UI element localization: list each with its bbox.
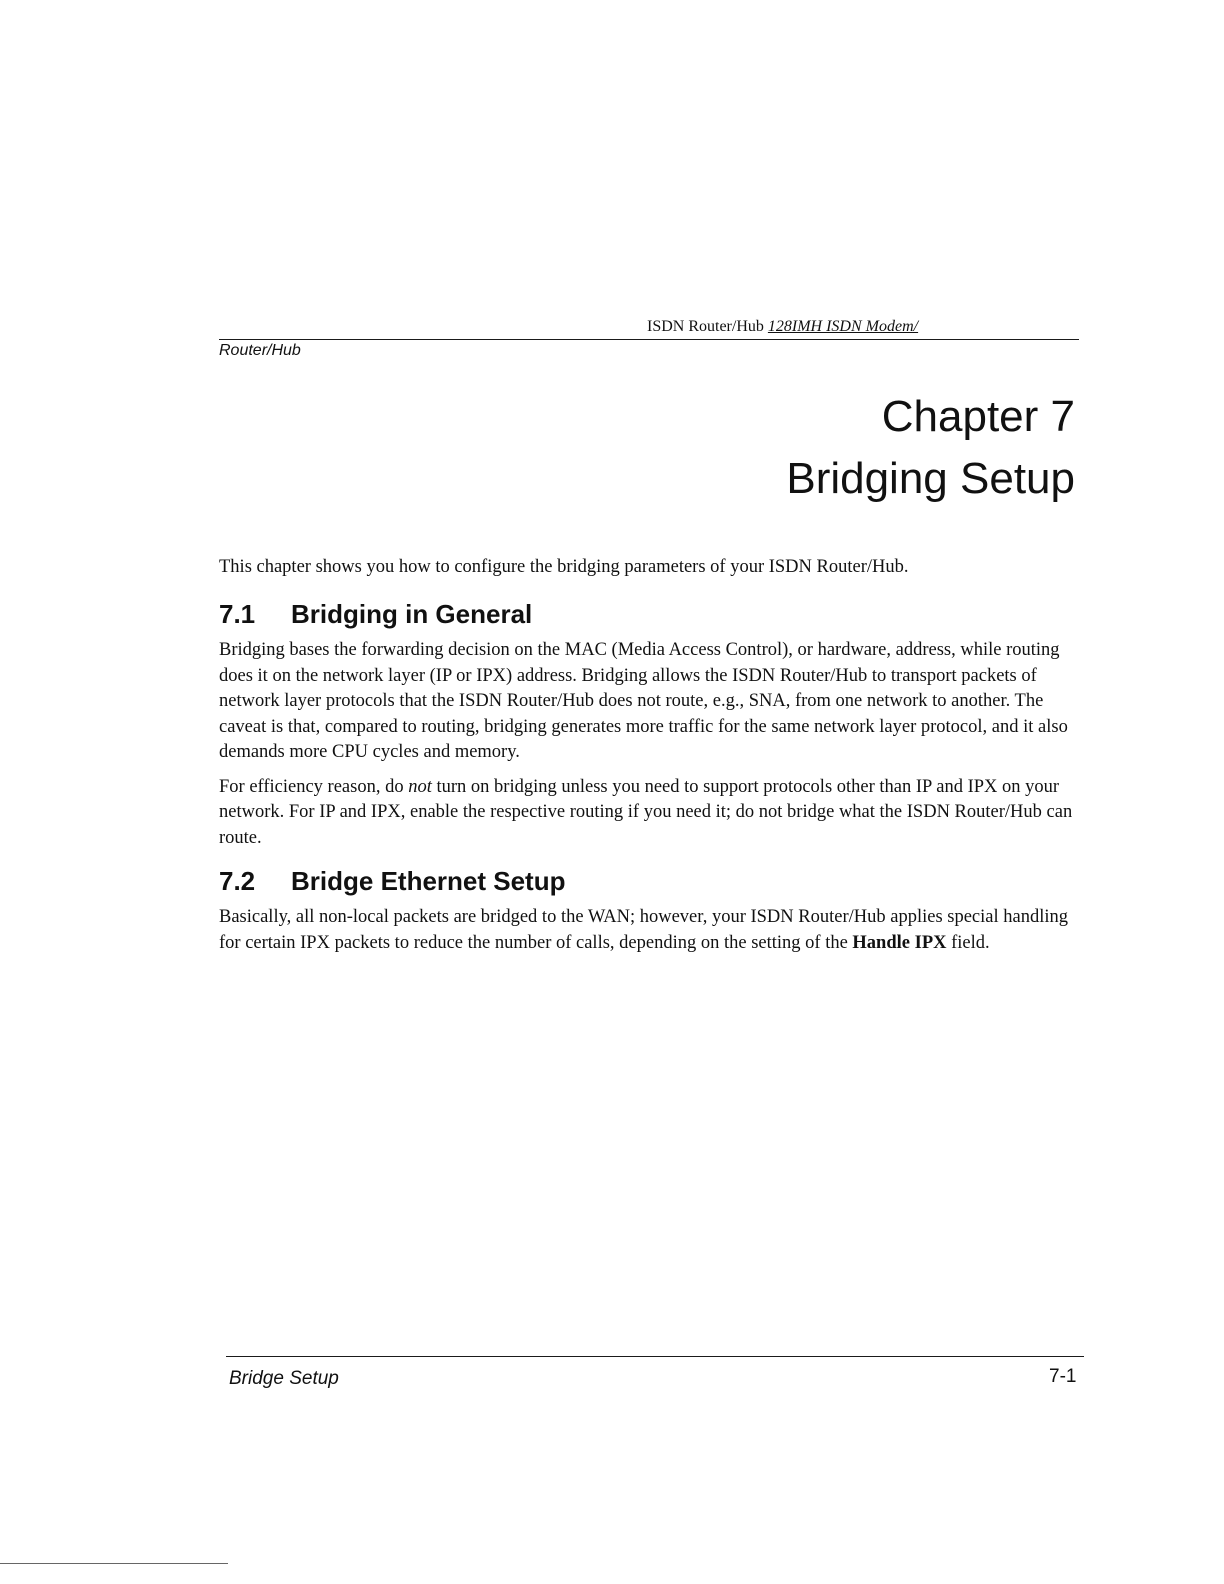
- paragraph-text: field.: [946, 932, 990, 953]
- header-continuation: Router/Hub: [219, 342, 301, 359]
- section-7-2-paragraph-1: [219, 905, 1089, 956]
- section-number: 7.1: [219, 599, 256, 629]
- section-7-1-paragraph-2: [219, 775, 1089, 852]
- header-model: 128IMH ISDN Modem/: [767, 318, 919, 335]
- section-heading-7-1: [219, 598, 1089, 630]
- section-number: 7.2: [219, 866, 256, 896]
- paragraph-text: For efficiency reason, do: [219, 776, 409, 797]
- section-7-1-paragraph-1: Bridging bases the forwarding decision on the MAC (Media Access Control), or hardware, address, while routing does it on the network layer (IP or IPX) address. Bridging allows the ISDN Router/Hub to transport packets of network layer protocols that the ISDN Router/Hub does not route, e.g., SNA, from one network to another. The caveat is that, compared to routing, bridging generates more traffic for the same network layer protocol, and it also demands more CPU cycles and memory.: [219, 640, 1068, 762]
- page-number: 7-1: [1049, 1366, 1077, 1387]
- paragraph-text: Basically, all non-local packets are bridged to the WAN; however, your ISDN Router/Hub applies special handling for certain IPX packets to reduce the number of calls, depending on the setting of the: [219, 907, 1069, 953]
- footer-rule: [226, 1356, 1084, 1357]
- header-product-line: [647, 318, 918, 336]
- section-heading-7-2: [219, 865, 1089, 897]
- emphasis-text: not: [408, 776, 432, 797]
- chapter-body: [219, 554, 1089, 956]
- footer-title: Bridge Setup: [229, 1368, 339, 1389]
- paragraph-text: turn on bridging unless you need to support protocols other than IP and IPX on your network. For IP and IPX, enable the respective routing if you need it; do not bridge what the ISDN Router/Hub can route.: [219, 776, 1073, 848]
- header-product: ISDN Router/Hub: [647, 318, 764, 335]
- intro-paragraph: This chapter shows you how to configure the bridging parameters of your ISDN Router/Hub.: [219, 557, 909, 577]
- running-header: [219, 318, 1079, 362]
- chapter-title: Bridging Setup: [786, 454, 1075, 503]
- section-title: Bridging in General: [291, 599, 533, 629]
- section-title: Bridge Ethernet Setup: [291, 866, 566, 896]
- header-rule: [219, 339, 1079, 340]
- scan-edge-line: [0, 1563, 228, 1564]
- chapter-number: Chapter 7: [881, 392, 1075, 441]
- field-name: Handle IPX: [852, 932, 947, 953]
